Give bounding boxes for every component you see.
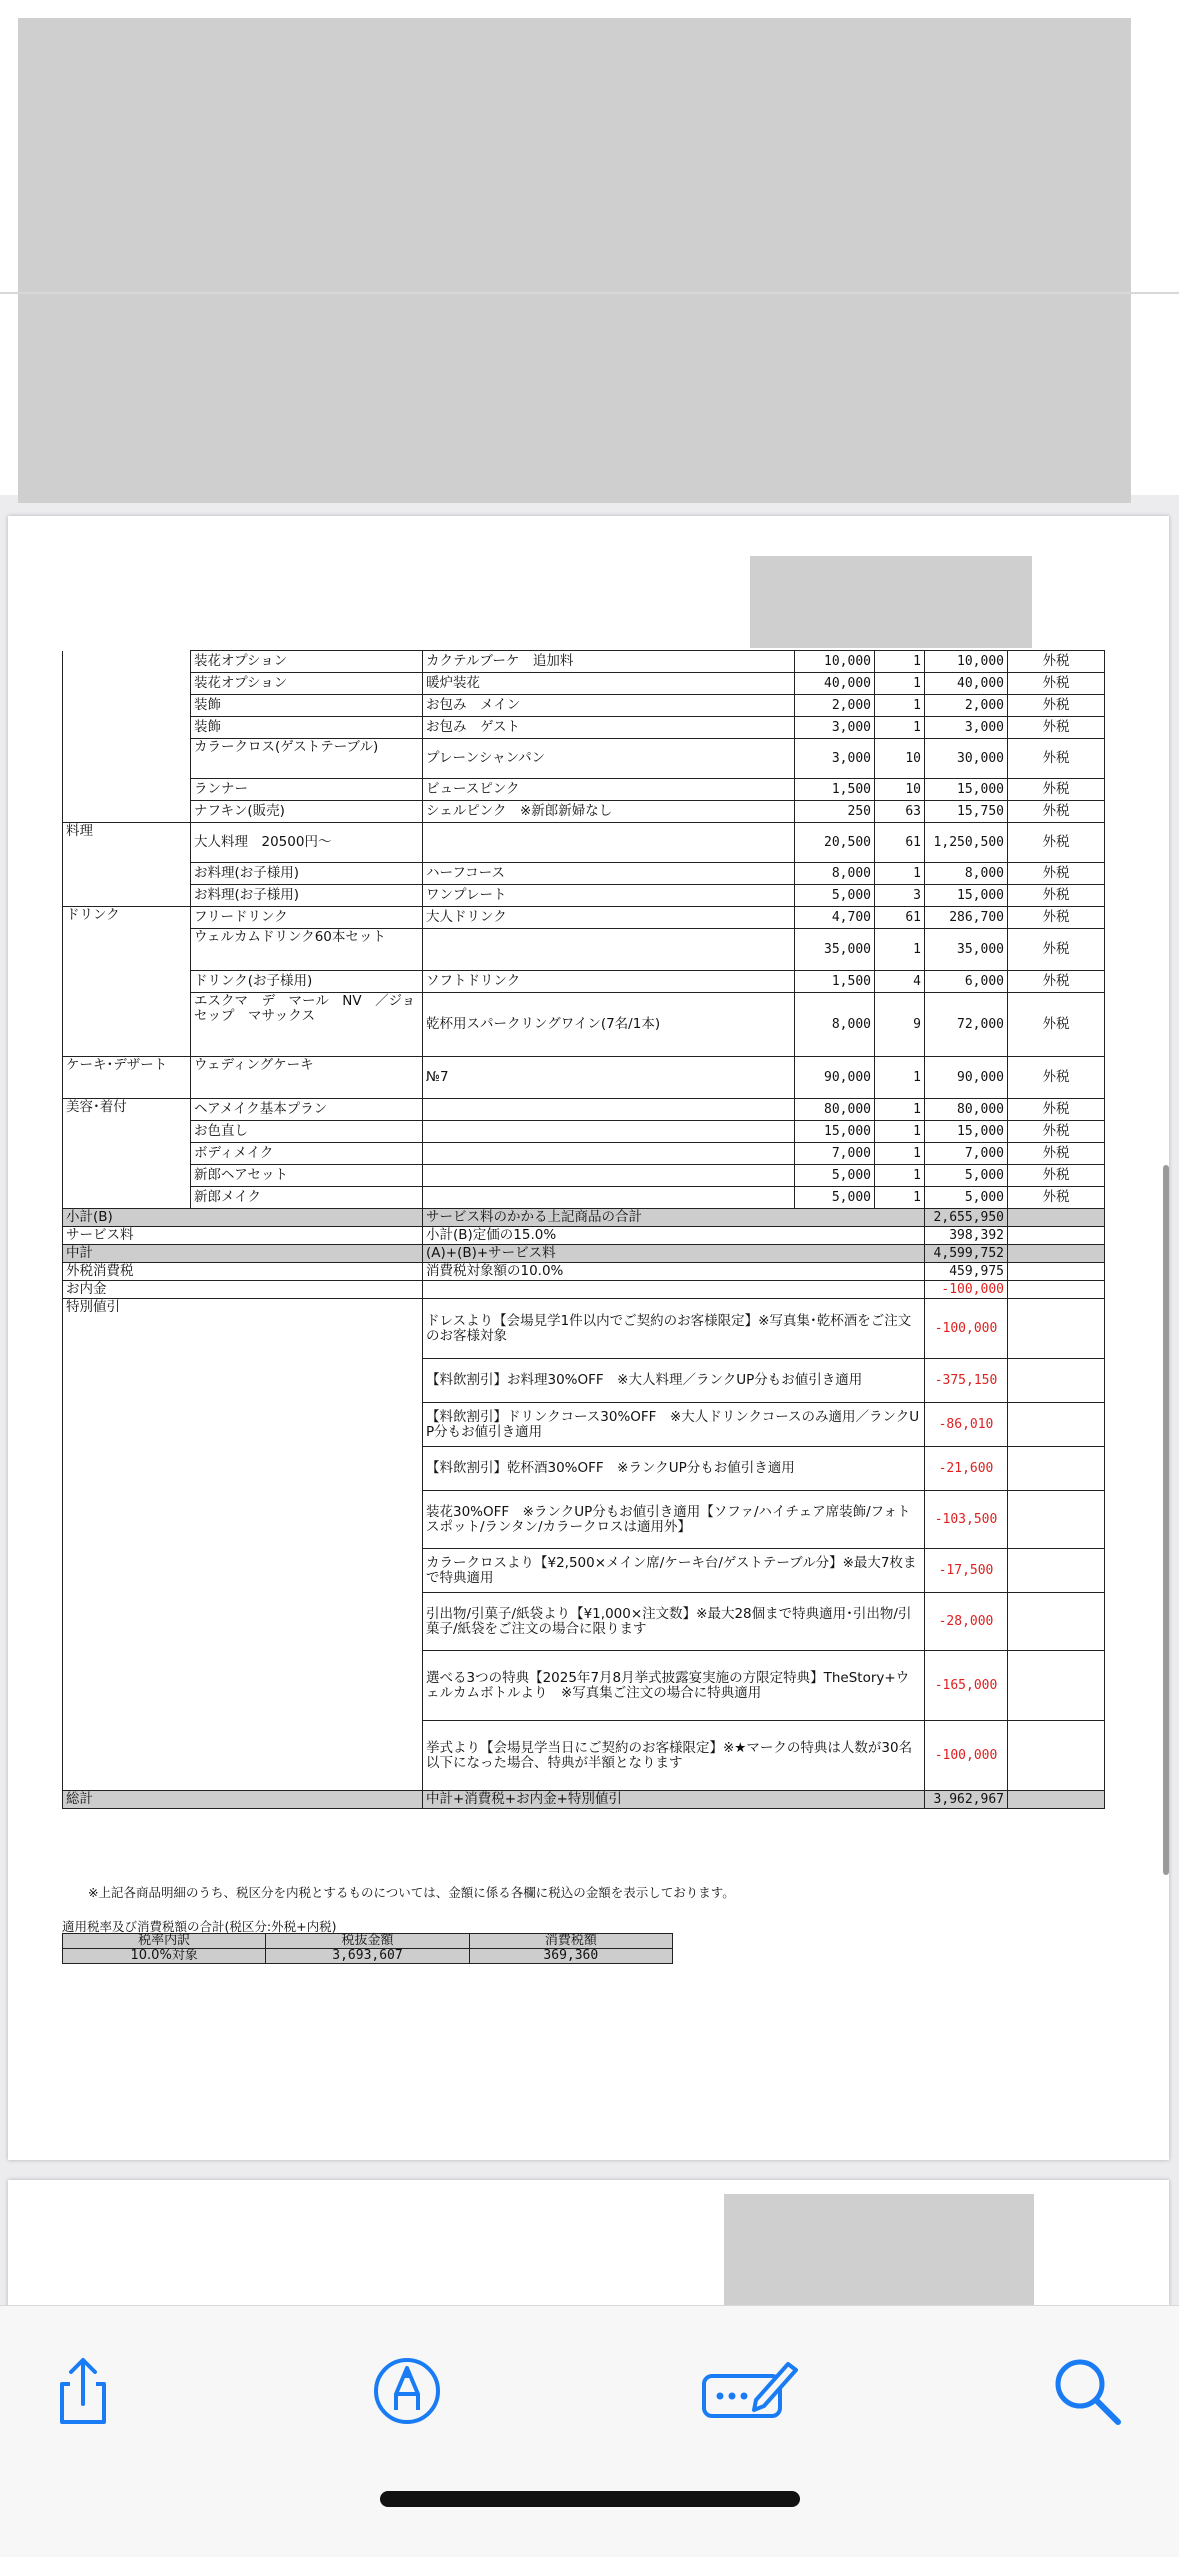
tax-type-cell: 外税 bbox=[1008, 651, 1105, 673]
summary-amount: 4,599,752 bbox=[925, 1245, 1008, 1263]
summary-label: サービス料 bbox=[63, 1227, 423, 1245]
category-cell bbox=[63, 1187, 191, 1209]
quantity-cell: 1 bbox=[875, 717, 925, 739]
summary-label: 中計 bbox=[63, 1245, 423, 1263]
quantity-cell: 61 bbox=[875, 823, 925, 863]
summary-blank bbox=[1008, 1227, 1105, 1245]
tax-type-cell: 外税 bbox=[1008, 717, 1105, 739]
summary-row bbox=[63, 1263, 1105, 1281]
tax-type-cell: 外税 bbox=[1008, 1057, 1105, 1099]
unit-price-cell: 250 bbox=[795, 801, 875, 823]
detail-cell: ソフトドリンク bbox=[423, 971, 795, 993]
table-row bbox=[63, 801, 1105, 823]
quantity-cell: 63 bbox=[875, 801, 925, 823]
tax-note: ※上記各商品明細のうち、税区分を内税とするものについては、金額に係る各欄に税込の金額を表示しております。 bbox=[88, 1885, 735, 1900]
summary-amount: 459,975 bbox=[925, 1263, 1008, 1281]
item-cell: 装花オプション bbox=[191, 651, 423, 673]
summary-row bbox=[63, 1281, 1105, 1299]
table-row bbox=[63, 673, 1105, 695]
rate-cell: 3,693,607 bbox=[266, 1949, 469, 1964]
amount-cell: 6,000 bbox=[925, 971, 1008, 993]
amount-cell: 10,000 bbox=[925, 651, 1008, 673]
tax-type-cell: 外税 bbox=[1008, 885, 1105, 907]
detail-cell: ハーフコース bbox=[423, 863, 795, 885]
category-cell: 料理 bbox=[63, 823, 191, 863]
previous-page bbox=[0, 0, 1179, 495]
table-row bbox=[63, 1057, 1105, 1099]
discount-blank bbox=[1008, 1491, 1105, 1549]
detail-cell: 大人ドリンク bbox=[423, 907, 795, 929]
amount-cell: 2,000 bbox=[925, 695, 1008, 717]
category-cell bbox=[63, 801, 191, 823]
detail-cell bbox=[423, 929, 795, 971]
summary-label: お内金 bbox=[63, 1281, 423, 1299]
summary-row bbox=[63, 1227, 1105, 1245]
quantity-cell: 1 bbox=[875, 929, 925, 971]
summary-blank bbox=[1008, 1209, 1105, 1227]
table-row bbox=[63, 1165, 1105, 1187]
quantity-cell: 1 bbox=[875, 1099, 925, 1121]
rate-header: 消費税額 bbox=[469, 1934, 672, 1949]
discount-amount: -28,000 bbox=[925, 1593, 1008, 1651]
rate-cell: 369,360 bbox=[469, 1949, 672, 1964]
unit-price-cell: 1,500 bbox=[795, 971, 875, 993]
quantity-cell: 61 bbox=[875, 907, 925, 929]
amount-cell: 3,000 bbox=[925, 717, 1008, 739]
amount-cell: 35,000 bbox=[925, 929, 1008, 971]
category-cell: ケーキ･デザート bbox=[63, 1057, 191, 1099]
table-row bbox=[63, 1187, 1105, 1209]
invoice-page bbox=[8, 516, 1169, 2160]
tax-type-cell: 外税 bbox=[1008, 863, 1105, 885]
discount-amount: -165,000 bbox=[925, 1651, 1008, 1721]
summary-desc bbox=[423, 1281, 925, 1299]
share-icon[interactable] bbox=[46, 2354, 120, 2428]
item-cell: 新郎メイク bbox=[191, 1187, 423, 1209]
item-cell: ウェルカムドリンク60本セット bbox=[191, 929, 423, 971]
category-cell bbox=[63, 739, 191, 779]
detail-cell: カクテルブーケ 追加料 bbox=[423, 651, 795, 673]
tax-type-cell: 外税 bbox=[1008, 1143, 1105, 1165]
tax-type-cell: 外税 bbox=[1008, 779, 1105, 801]
discount-amount: -86,010 bbox=[925, 1403, 1008, 1447]
quantity-cell: 10 bbox=[875, 739, 925, 779]
discount-amount: -21,600 bbox=[925, 1447, 1008, 1491]
quantity-cell: 1 bbox=[875, 1143, 925, 1165]
detail-cell: ビュースピンク bbox=[423, 779, 795, 801]
quantity-cell: 3 bbox=[875, 885, 925, 907]
amount-cell: 7,000 bbox=[925, 1143, 1008, 1165]
quantity-cell: 1 bbox=[875, 651, 925, 673]
quantity-cell: 1 bbox=[875, 1165, 925, 1187]
summary-amount: 398,392 bbox=[925, 1227, 1008, 1245]
discount-blank bbox=[1008, 1593, 1105, 1651]
amount-cell: 15,000 bbox=[925, 1121, 1008, 1143]
quantity-cell: 1 bbox=[875, 695, 925, 717]
unit-price-cell: 3,000 bbox=[795, 739, 875, 779]
amount-cell: 40,000 bbox=[925, 673, 1008, 695]
detail-cell bbox=[423, 1121, 795, 1143]
table-row bbox=[63, 717, 1105, 739]
tax-type-cell: 外税 bbox=[1008, 971, 1105, 993]
quantity-cell: 1 bbox=[875, 673, 925, 695]
quantity-cell: 1 bbox=[875, 863, 925, 885]
tax-type-cell: 外税 bbox=[1008, 673, 1105, 695]
discount-blank bbox=[1008, 1721, 1105, 1791]
unit-price-cell: 4,700 bbox=[795, 907, 875, 929]
quantity-cell: 10 bbox=[875, 779, 925, 801]
scrollbar[interactable] bbox=[1163, 1165, 1169, 1875]
summary-desc: 小計(B)定価の15.0% bbox=[423, 1227, 925, 1245]
discount-row bbox=[63, 1299, 1105, 1359]
table-row bbox=[63, 823, 1105, 863]
category-cell bbox=[63, 971, 191, 993]
tax-type-cell: 外税 bbox=[1008, 929, 1105, 971]
summary-blank bbox=[1008, 1245, 1105, 1263]
amount-cell: 15,000 bbox=[925, 885, 1008, 907]
category-cell bbox=[63, 863, 191, 885]
table-row bbox=[63, 1121, 1105, 1143]
summary-label: 小計(B) bbox=[63, 1209, 423, 1227]
item-cell: お料理(お子様用) bbox=[191, 885, 423, 907]
item-cell: 装飾 bbox=[191, 717, 423, 739]
summary-row bbox=[63, 1245, 1105, 1263]
item-cell: 装飾 bbox=[191, 695, 423, 717]
unit-price-cell: 40,000 bbox=[795, 673, 875, 695]
category-cell bbox=[63, 651, 191, 673]
item-cell: 新郎ヘアセット bbox=[191, 1165, 423, 1187]
item-cell: エスクマ デ マール NV ／ジョセップ マサックス bbox=[191, 993, 423, 1057]
table-row bbox=[63, 695, 1105, 717]
category-cell bbox=[63, 993, 191, 1057]
discount-blank bbox=[1008, 1549, 1105, 1593]
category-cell bbox=[63, 1121, 191, 1143]
amount-cell: 286,700 bbox=[925, 907, 1008, 929]
table-row bbox=[63, 971, 1105, 993]
unit-price-cell: 8,000 bbox=[795, 863, 875, 885]
quantity-cell: 1 bbox=[875, 1121, 925, 1143]
item-cell: ランナー bbox=[191, 779, 423, 801]
amount-cell: 5,000 bbox=[925, 1165, 1008, 1187]
tax-type-cell: 外税 bbox=[1008, 739, 1105, 779]
discount-desc: カラークロスより【¥2,500×メイン席/ケーキ台/ゲストテーブル分】※最大7枚まで特典適用 bbox=[423, 1549, 925, 1593]
discount-blank bbox=[1008, 1651, 1105, 1721]
category-cell: ドリンク bbox=[63, 907, 191, 929]
unit-price-cell: 7,000 bbox=[795, 1143, 875, 1165]
redacted-area bbox=[750, 556, 1032, 648]
bottom-toolbar bbox=[0, 2305, 1179, 2557]
detail-cell bbox=[423, 1099, 795, 1121]
discount-desc: 挙式より【会場見学当日にご契約のお客様限定】※★マークの特典は人数が30名以下になった場合、特典が半額となります bbox=[423, 1721, 925, 1791]
rate-header: 税抜金額 bbox=[266, 1934, 469, 1949]
table-row bbox=[63, 993, 1105, 1057]
unit-price-cell: 15,000 bbox=[795, 1121, 875, 1143]
tax-type-cell: 外税 bbox=[1008, 993, 1105, 1057]
amount-cell: 72,000 bbox=[925, 993, 1008, 1057]
amount-cell: 80,000 bbox=[925, 1099, 1008, 1121]
discount-label: 特別値引 bbox=[63, 1299, 423, 1791]
total-amount: 3,962,967 bbox=[925, 1791, 1008, 1809]
amount-cell: 5,000 bbox=[925, 1187, 1008, 1209]
tax-rate-table bbox=[62, 1933, 673, 1964]
amount-cell: 8,000 bbox=[925, 863, 1008, 885]
amount-cell: 90,000 bbox=[925, 1057, 1008, 1099]
discount-amount: -375,150 bbox=[925, 1359, 1008, 1403]
summary-blank bbox=[1008, 1281, 1105, 1299]
summary-amount: -100,000 bbox=[925, 1281, 1008, 1299]
table-row bbox=[63, 1099, 1105, 1121]
summary-desc: (A)+(B)+サービス料 bbox=[423, 1245, 925, 1263]
table-row bbox=[63, 907, 1105, 929]
detail-cell bbox=[423, 1143, 795, 1165]
discount-desc: 【料飲割引】乾杯酒30%OFF ※ランクUP分もお値引き適用 bbox=[423, 1447, 925, 1491]
item-cell: ナフキン(販売) bbox=[191, 801, 423, 823]
category-cell: 美容･着付 bbox=[63, 1099, 191, 1121]
discount-amount: -100,000 bbox=[925, 1299, 1008, 1359]
item-cell: 大人料理 20500円～ bbox=[191, 823, 423, 863]
quantity-cell: 4 bbox=[875, 971, 925, 993]
discount-desc: 【料飲割引】お料理30%OFF ※大人料理／ランクUP分もお値引き適用 bbox=[423, 1359, 925, 1403]
markup-icon[interactable] bbox=[370, 2354, 444, 2428]
unit-price-cell: 2,000 bbox=[795, 695, 875, 717]
search-icon[interactable] bbox=[1050, 2354, 1124, 2428]
discount-amount: -17,500 bbox=[925, 1549, 1008, 1593]
detail-cell: 乾杯用スパークリングワイン(7名/1本) bbox=[423, 993, 795, 1057]
total-blank bbox=[1008, 1791, 1105, 1809]
discount-amount: -100,000 bbox=[925, 1721, 1008, 1791]
tax-type-cell: 外税 bbox=[1008, 695, 1105, 717]
total-row bbox=[63, 1791, 1105, 1809]
table-row bbox=[63, 885, 1105, 907]
discount-blank bbox=[1008, 1359, 1105, 1403]
unit-price-cell: 8,000 bbox=[795, 993, 875, 1057]
discount-desc: ドレスより【会場見学1件以内でご契約のお客様限定】※写真集･乾杯酒をご注文のお客様対象 bbox=[423, 1299, 925, 1359]
detail-cell: シェルピンク ※新郎新婦なし bbox=[423, 801, 795, 823]
amount-cell: 1,250,500 bbox=[925, 823, 1008, 863]
unit-price-cell: 90,000 bbox=[795, 1057, 875, 1099]
detail-cell: プレーンシャンパン bbox=[423, 739, 795, 779]
item-cell: ドリンク(お子様用) bbox=[191, 971, 423, 993]
rate-table-title: 適用税率及び消費税額の合計(税区分:外税+内税) bbox=[62, 1919, 337, 1934]
amount-cell: 15,750 bbox=[925, 801, 1008, 823]
discount-blank bbox=[1008, 1447, 1105, 1491]
item-cell: ウェディングケーキ bbox=[191, 1057, 423, 1099]
tax-type-cell: 外税 bbox=[1008, 907, 1105, 929]
discount-blank bbox=[1008, 1299, 1105, 1359]
unit-price-cell: 5,000 bbox=[795, 885, 875, 907]
tax-type-cell: 外税 bbox=[1008, 1121, 1105, 1143]
home-indicator[interactable] bbox=[380, 2491, 800, 2507]
item-cell: フリードリンク bbox=[191, 907, 423, 929]
tax-type-cell: 外税 bbox=[1008, 1187, 1105, 1209]
table-row bbox=[63, 651, 1105, 673]
category-cell bbox=[63, 717, 191, 739]
table-row bbox=[63, 779, 1105, 801]
redacted-area bbox=[18, 18, 1131, 503]
quantity-cell: 1 bbox=[875, 1057, 925, 1099]
summary-blank bbox=[1008, 1263, 1105, 1281]
table-row bbox=[63, 739, 1105, 779]
total-desc: 中計+消費税+お内金+特別値引 bbox=[423, 1791, 925, 1809]
discount-amount: -103,500 bbox=[925, 1491, 1008, 1549]
category-cell bbox=[63, 673, 191, 695]
discount-desc: 選べる3つの特典【2025年7月8月挙式披露宴実施の方限定特典】TheStory+ウェルカムボトルより ※写真集ご注文の場合に特典適用 bbox=[423, 1651, 925, 1721]
rate-cell: 10.0%対象 bbox=[63, 1949, 266, 1964]
unit-price-cell: 80,000 bbox=[795, 1099, 875, 1121]
summary-amount: 2,655,950 bbox=[925, 1209, 1008, 1227]
category-cell bbox=[63, 779, 191, 801]
unit-price-cell: 20,500 bbox=[795, 823, 875, 863]
table-row bbox=[63, 929, 1105, 971]
discount-desc: 装花30%OFF ※ランクUP分もお値引き適用【ソファ/ハイチェア席装飾/フォトスポット/ランタン/カラークロスは適用外】 bbox=[423, 1491, 925, 1549]
category-cell bbox=[63, 695, 191, 717]
page-edge bbox=[0, 292, 1179, 294]
detail-cell: お包み メイン bbox=[423, 695, 795, 717]
discount-desc: 引出物/引菓子/紙袋より【¥1,000×注文数】※最大28個まで特典適用･引出物/引菓子/紙袋をご注文の場合に限ります bbox=[423, 1593, 925, 1651]
category-cell bbox=[63, 1165, 191, 1187]
tax-type-cell: 外税 bbox=[1008, 1099, 1105, 1121]
total-label: 総計 bbox=[63, 1791, 423, 1809]
summary-label: 外税消費税 bbox=[63, 1263, 423, 1281]
item-cell: ヘアメイク基本プラン bbox=[191, 1099, 423, 1121]
item-cell: お色直し bbox=[191, 1121, 423, 1143]
unit-price-cell: 5,000 bbox=[795, 1165, 875, 1187]
tax-type-cell: 外税 bbox=[1008, 1165, 1105, 1187]
unit-price-cell: 1,500 bbox=[795, 779, 875, 801]
detail-cell: ワンプレート bbox=[423, 885, 795, 907]
unit-price-cell: 5,000 bbox=[795, 1187, 875, 1209]
table-row bbox=[63, 863, 1105, 885]
category-cell bbox=[63, 1143, 191, 1165]
detail-cell bbox=[423, 823, 795, 863]
summary-desc: サービス料のかかる上記商品の合計 bbox=[423, 1209, 925, 1227]
item-cell: カラークロス(ゲストテーブル) bbox=[191, 739, 423, 779]
item-cell: お料理(お子様用) bbox=[191, 863, 423, 885]
category-cell bbox=[63, 929, 191, 971]
detail-cell: お包み ゲスト bbox=[423, 717, 795, 739]
tax-type-cell: 外税 bbox=[1008, 801, 1105, 823]
summary-row bbox=[63, 1209, 1105, 1227]
category-cell bbox=[63, 885, 191, 907]
summary-desc: 消費税対象額の10.0% bbox=[423, 1263, 925, 1281]
unit-price-cell: 35,000 bbox=[795, 929, 875, 971]
discount-desc: 【料飲割引】ドリンクコース30%OFF ※大人ドリンクコースのみ適用／ランクUP分もお値引き適用 bbox=[423, 1403, 925, 1447]
quantity-cell: 9 bbox=[875, 993, 925, 1057]
invoice-table bbox=[62, 650, 1105, 1809]
quantity-cell: 1 bbox=[875, 1187, 925, 1209]
detail-cell bbox=[423, 1187, 795, 1209]
detail-cell: №7 bbox=[423, 1057, 795, 1099]
amount-cell: 15,000 bbox=[925, 779, 1008, 801]
rate-header: 税率内訳 bbox=[63, 1934, 266, 1949]
tax-type-cell: 外税 bbox=[1008, 823, 1105, 863]
detail-cell bbox=[423, 1165, 795, 1187]
unit-price-cell: 3,000 bbox=[795, 717, 875, 739]
item-cell: ボディメイク bbox=[191, 1143, 423, 1165]
detail-cell: 暖炉装花 bbox=[423, 673, 795, 695]
amount-cell: 30,000 bbox=[925, 739, 1008, 779]
discount-blank bbox=[1008, 1403, 1105, 1447]
unit-price-cell: 10,000 bbox=[795, 651, 875, 673]
table-row bbox=[63, 1143, 1105, 1165]
item-cell: 装花オプション bbox=[191, 673, 423, 695]
signature-icon[interactable] bbox=[700, 2354, 800, 2428]
